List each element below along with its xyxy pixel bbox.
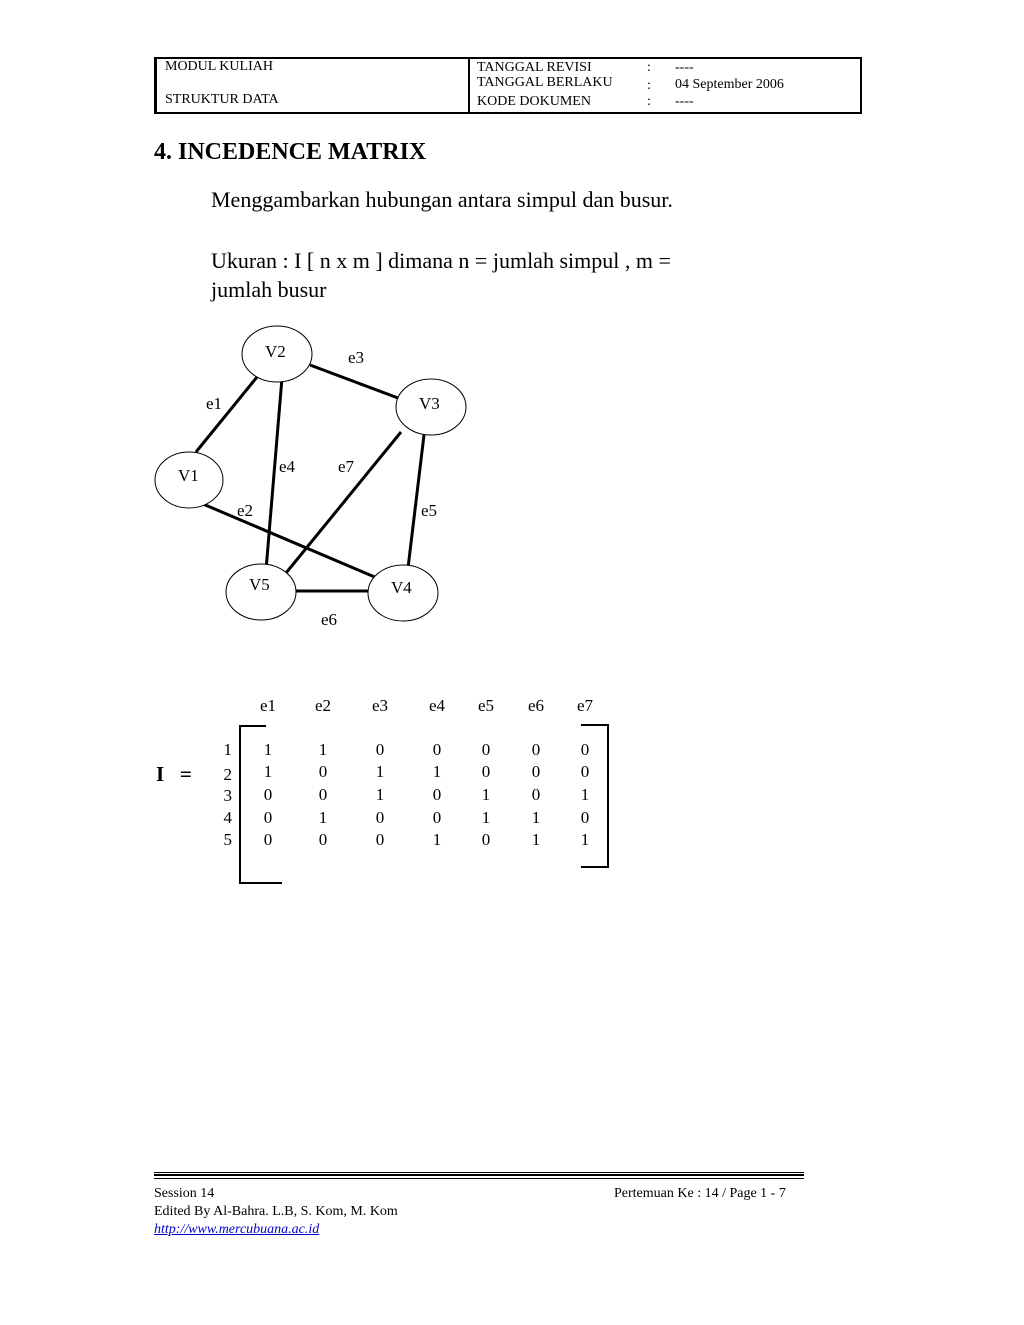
footer-rule (154, 1172, 804, 1173)
row-label: 5 (223, 830, 232, 849)
matrix-cell: 0 (580, 740, 590, 759)
row-label: 3 (223, 786, 232, 805)
node-v1-label: V1 (178, 466, 199, 485)
node-v2-label: V2 (265, 342, 286, 361)
matrix-cell: 0 (318, 762, 328, 781)
matrix-cell: 0 (263, 785, 273, 804)
matrix-cell: 1 (318, 740, 328, 759)
column-header: e1 (259, 696, 277, 715)
matrix-cell: 0 (481, 830, 491, 849)
matrix-cell: 1 (580, 785, 590, 804)
matrix-brackets (0, 700, 1024, 900)
node-v3-label: V3 (419, 394, 440, 413)
matrix-cell: 1 (531, 830, 541, 849)
matrix-cell: 1 (531, 808, 541, 827)
row-label: 1 (223, 740, 232, 759)
matrix-cell: 1 (375, 785, 385, 804)
edge-e6-label: e6 (321, 610, 338, 629)
edge-e3-label: e3 (348, 348, 365, 367)
effective-date-label: TANGGAL BERLAKU (477, 75, 613, 90)
edge-e7-label: e7 (338, 457, 355, 476)
column-header: e5 (477, 696, 495, 715)
matrix-cell: 1 (432, 830, 442, 849)
row-label: 4 (223, 808, 232, 827)
matrix-cell: 0 (531, 740, 541, 759)
edge-e2-label: e2 (237, 501, 254, 520)
matrix-cell: 0 (375, 808, 385, 827)
matrix-cell: 0 (481, 762, 491, 781)
effective-date-sep: : (647, 78, 651, 93)
revision-date-label: TANGGAL REVISI (477, 60, 592, 75)
matrix-cell: 1 (580, 830, 590, 849)
column-header: e7 (576, 696, 594, 715)
section-title: 4. INCEDENCE MATRIX (154, 139, 427, 165)
node-v4-label: V4 (391, 578, 412, 597)
footer-page: Pertemuan Ke : 14 / Page 1 - 7 (614, 1186, 786, 1201)
row-label: 2 (223, 765, 232, 784)
edge-e4-label: e4 (279, 457, 296, 476)
footer-url-wrap (154, 1222, 319, 1238)
matrix-cell: 1 (318, 808, 328, 827)
effective-date-value: 04 September 2006 (675, 77, 784, 92)
column-header: e2 (314, 696, 332, 715)
matrix-cell: 1 (481, 808, 491, 827)
edge-e1 (196, 377, 257, 452)
matrix-cell: 0 (318, 830, 328, 849)
matrix-cell: 0 (531, 762, 541, 781)
footer-rule (154, 1178, 804, 1179)
course-label: STRUKTUR DATA (165, 92, 279, 107)
document-code-value: ---- (675, 94, 694, 109)
document-code-label: KODE DOKUMEN (477, 94, 591, 109)
size-definition-line2: jumlah busur (211, 277, 327, 302)
matrix-cell: 1 (375, 762, 385, 781)
matrix-cell: 0 (432, 785, 442, 804)
matrix-cell: 0 (318, 785, 328, 804)
matrix-cell: 0 (580, 808, 590, 827)
footer-session: Session 14 (154, 1186, 215, 1201)
edge-e1-label: e1 (206, 394, 223, 413)
matrix-cell: 1 (481, 785, 491, 804)
revision-date-sep: : (647, 60, 651, 75)
document-code-sep: : (647, 94, 651, 109)
edge-e5-label: e5 (421, 501, 438, 520)
matrix-cell: 0 (580, 762, 590, 781)
matrix-cell: 0 (481, 740, 491, 759)
edge-e7 (286, 432, 401, 573)
matrix-cell: 0 (263, 830, 273, 849)
edge-e3 (310, 365, 398, 398)
matrix-cell: 0 (432, 808, 442, 827)
section-description: Menggambarkan hubungan antara simpul dan busur. (211, 187, 673, 212)
column-header: e3 (371, 696, 389, 715)
footer-url-link[interactable]: http://www.mercubuana.ac.id (154, 1222, 320, 1237)
revision-date-value: ---- (675, 60, 694, 75)
matrix-cell: 1 (432, 762, 442, 781)
node-v5-label: V5 (249, 575, 270, 594)
graph-diagram (0, 0, 1024, 660)
column-header: e6 (527, 696, 545, 715)
module-label: MODUL KULIAH (165, 59, 273, 74)
size-definition-line1: Ukuran : I [ n x m ] dimana n = jumlah simpul , m = (211, 248, 671, 273)
matrix-cell: 0 (263, 808, 273, 827)
column-header: e4 (428, 696, 446, 715)
matrix-cell: 0 (432, 740, 442, 759)
matrix-name: I = (156, 762, 192, 786)
matrix-cell: 0 (375, 740, 385, 759)
matrix-cell: 1 (263, 740, 273, 759)
footer-editor: Edited By Al-Bahra. L.B, S. Kom, M. Kom (154, 1204, 398, 1219)
matrix-cell: 0 (375, 830, 385, 849)
matrix-cell: 1 (263, 762, 273, 781)
matrix-cell: 0 (531, 785, 541, 804)
footer-rule (154, 1174, 804, 1176)
